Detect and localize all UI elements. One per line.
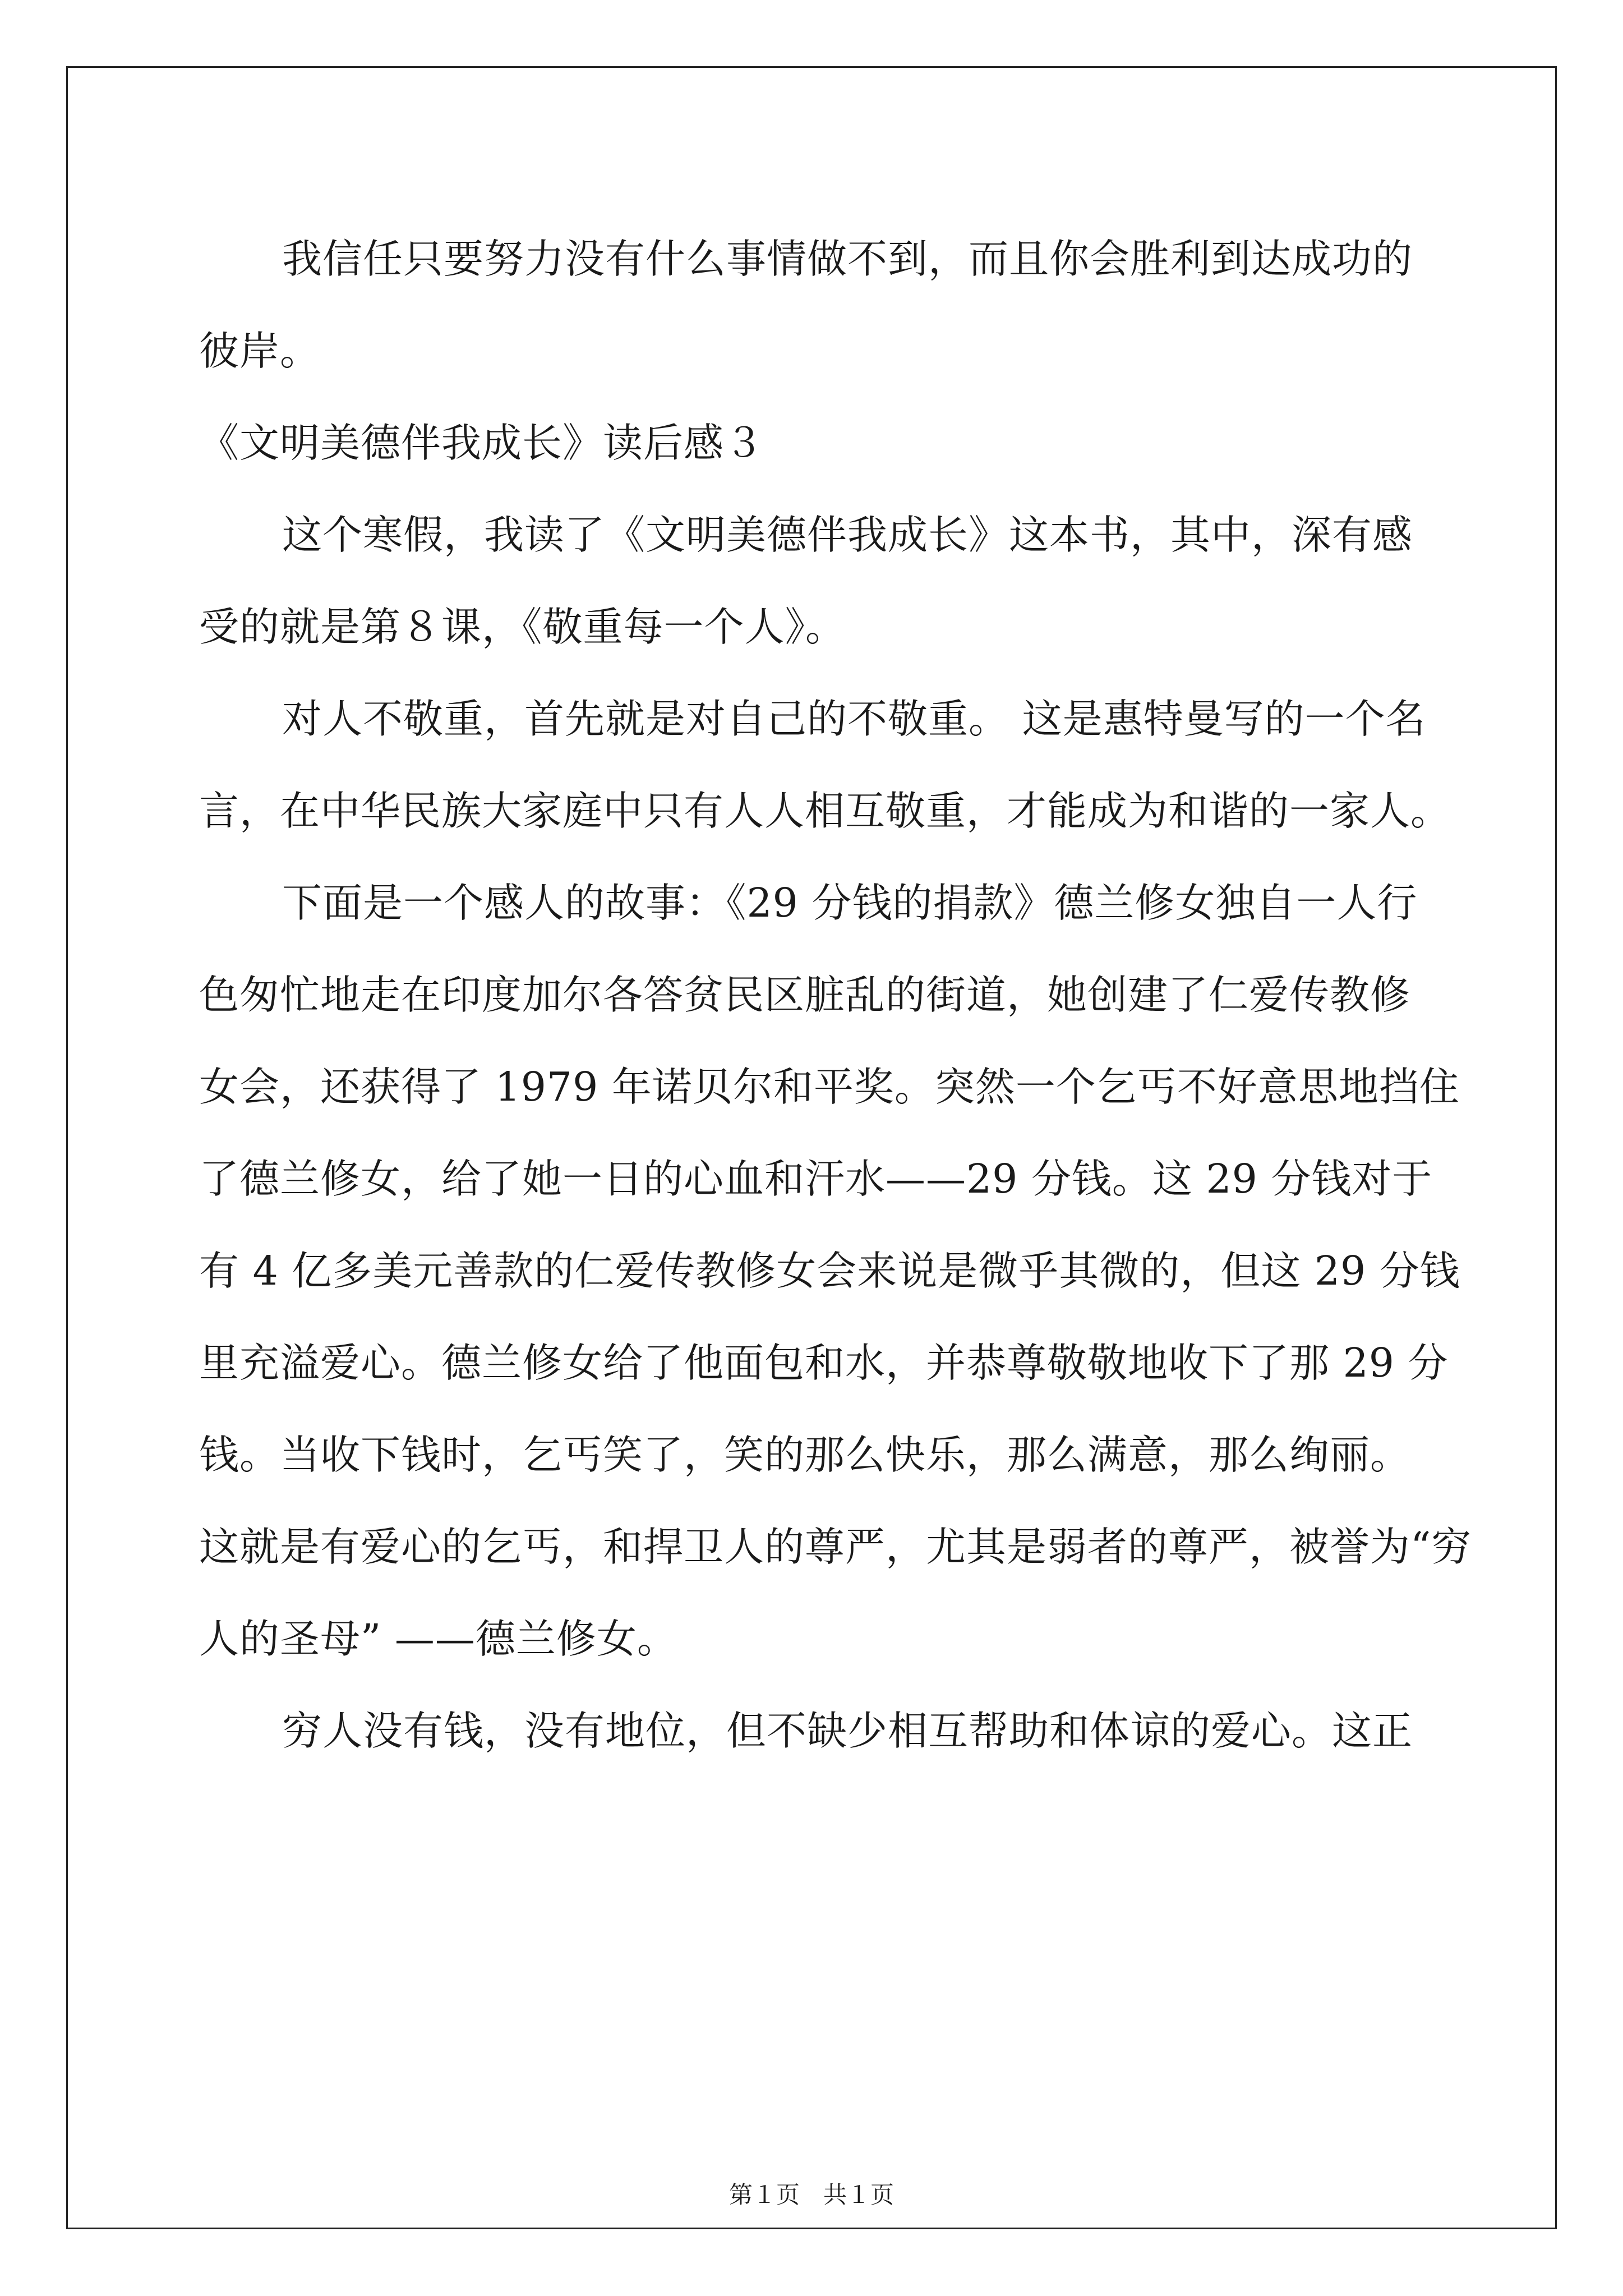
text-line: 彼岸。 [199, 328, 321, 374]
text-line: 对人不敬重，首先就是对自己的不敬重。 这是惠特曼写的一个名 [282, 696, 1426, 742]
text-line: 受的就是第８课，《敬重每一个人》。 [199, 604, 846, 650]
text-line: 穷人没有钱，没有地位，但不缺少相互帮助和体谅的爱心。这正 [282, 1708, 1413, 1754]
text-line: 言，在中华民族大家庭中只有人人相互敬重，才能成为和谐的一家人。 [199, 788, 1451, 834]
text-line: 人的圣母” ——德兰修女。 [199, 1616, 677, 1662]
text-line: 下面是一个感人的故事：《29 分钱的捐款》德兰修女独自一人行 [282, 880, 1418, 926]
text-line: 女会，还获得了 1979 年诺贝尔和平奖。突然一个乞丐不好意思地挡住 [199, 1064, 1460, 1110]
text-line: 我信任只要努力没有什么事情做不到，而且你会胜利到达成功的 [282, 236, 1413, 282]
text-line: 有 4 亿多美元善款的仁爱传教修女会来说是微乎其微的，但这 29 分钱 [199, 1248, 1460, 1294]
text-line: 这个寒假，我读了《文明美德伴我成长》这本书，其中，深有感 [282, 512, 1413, 558]
section-heading: 《文明美德伴我成长》读后感３ [199, 420, 765, 466]
page-footer: 第１页 共１页 [728, 2181, 894, 2208]
text-line: 色匆忙地走在印度加尔各答贫民区脏乱的街道，她创建了仁爱传教修 [199, 972, 1411, 1018]
text-line: 这就是有爱心的乞丐，和捍卫人的尊严，尤其是弱者的尊严，被誉为“穷 [199, 1524, 1472, 1570]
text-line: 钱。当收下钱时，乞丐笑了，笑的那么快乐，那么满意，那么绚丽。 [199, 1432, 1411, 1478]
document-body [199, 213, 1472, 1777]
text-line: 里充溢爱心。德兰修女给了他面包和水，并恭尊敬敬地收下了那 29 分 [199, 1340, 1449, 1386]
text-line: 了德兰修女，给了她一日的心血和汗水——29 分钱。这 29 分钱对于 [199, 1156, 1433, 1202]
